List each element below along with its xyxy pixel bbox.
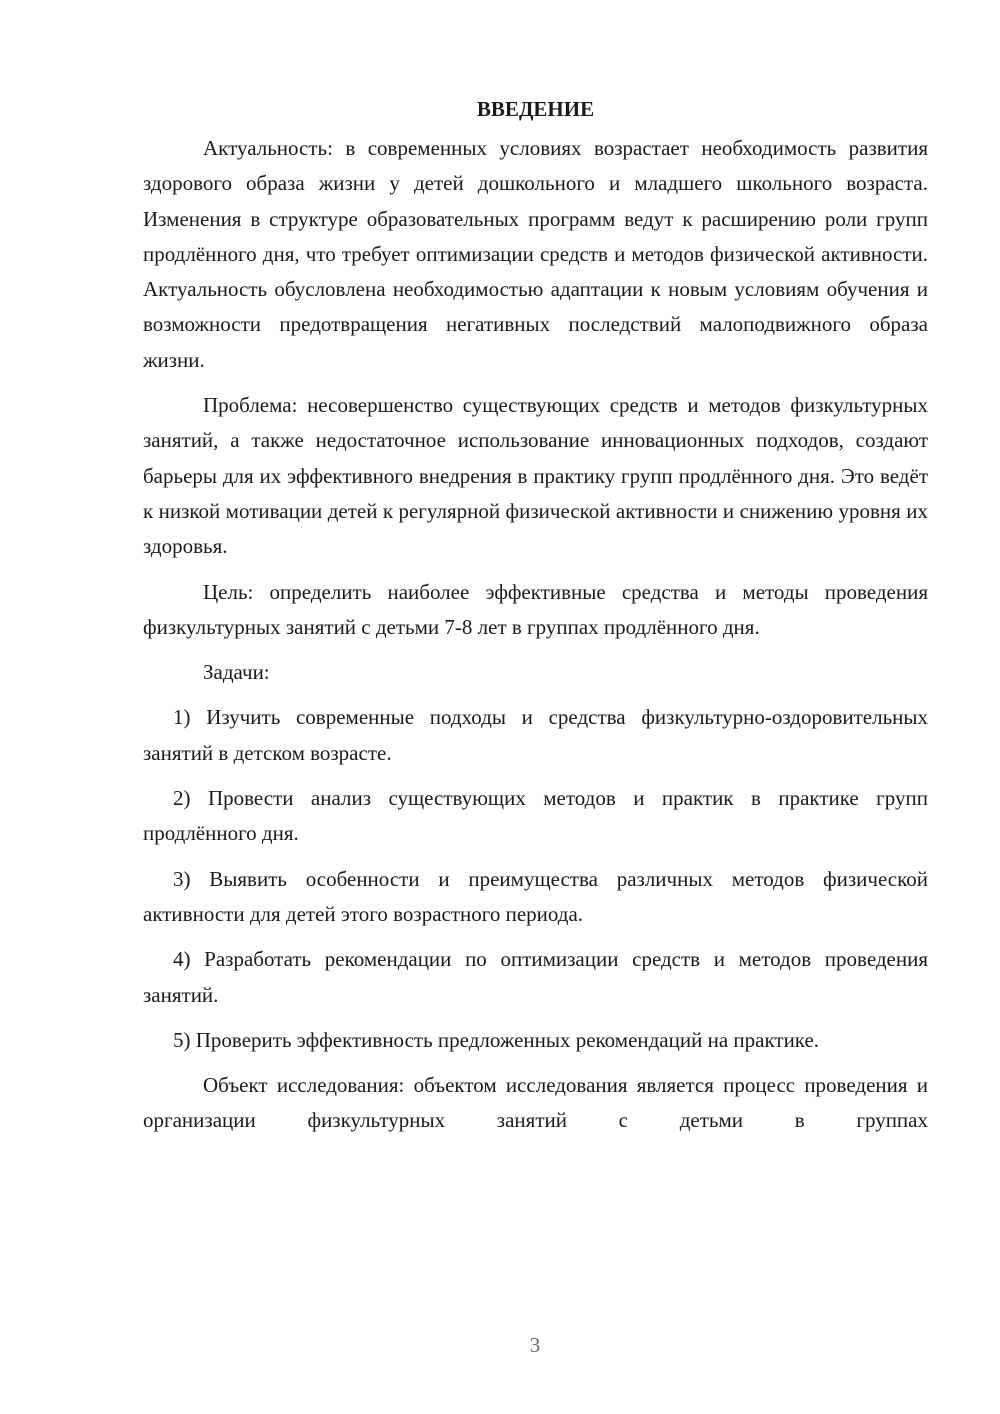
- paragraph-goal: Цель: определить наиболее эффективные средства и методы проведения физкультурных занятий с детьми 7-8 лет в группах продлённого дня.: [143, 579, 928, 639]
- paragraph-problem: Проблема: несовершенство существующих средств и методов физкультурных занятий, а также недостаточное использование инновационных подходов, создают барьеры для их эффективного внедрения в практику групп продлённого дня. Это ведёт к низкой мотивации детей к регулярной физической активности и снижению уровня их здоровья.: [143, 393, 928, 559]
- paragraph-object: Объект исследования: объектом исследования является процесс проведения и организации физкультурных занятий с детьми в группах: [143, 1073, 928, 1133]
- page-title: ВВЕДЕНИЕ: [476, 97, 595, 121]
- task-item: 2) Провести анализ существующих методов и практик в практике групп продлённого дня.: [143, 786, 928, 846]
- document-page: [143, 92, 928, 1139]
- task-item: 3) Выявить особенности и преимущества различных методов физической активности для детей этого возрастного периода.: [143, 866, 928, 926]
- task-item: 1) Изучить современные подходы и средства физкультурно-оздоровительных занятий в детском возрасте.: [143, 705, 928, 765]
- tasks-heading: Задачи:: [203, 660, 270, 685]
- page-number: 3: [529, 1333, 541, 1357]
- paragraph-relevance: Актуальность: в современных условиях возрастает необходимость развития здорового образа жизни у детей дошкольного и младшего школьного возраста. Изменения в структуре образовательных программ ведут к расширению роли групп продлённого дня, что требует оптимизации средств и методов физической активности. Актуальность обусловлена необходимостью адаптации к новым условиям обучения и возможности предотвращения негативных последствий малоподвижного образа жизни.: [143, 136, 928, 372]
- task-item: 5) Проверить эффективность предложенных рекомендаций на практике.: [173, 1027, 820, 1052]
- task-item: 4) Разработать рекомендации по оптимизации средств и методов проведения занятий.: [143, 947, 928, 1007]
